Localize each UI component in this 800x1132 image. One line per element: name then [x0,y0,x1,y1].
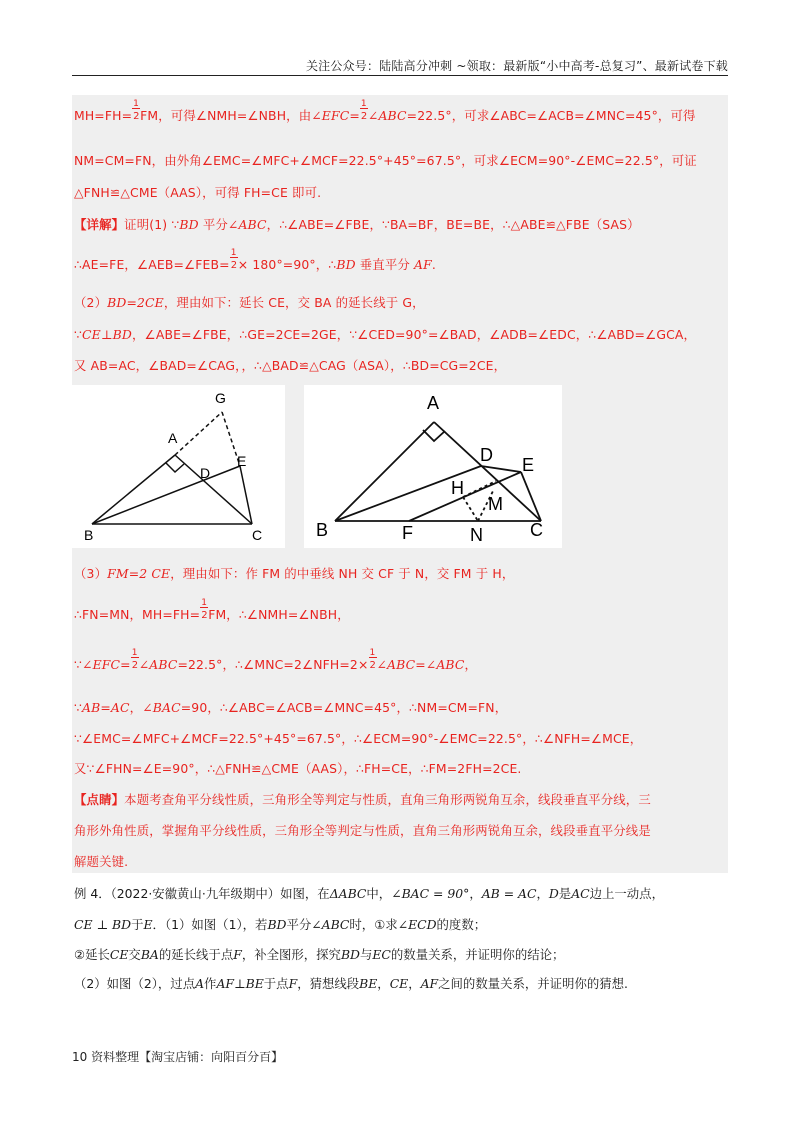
analysis-line-1: MH=FH= 1 2 FM，可得∠NMH=∠NBH，由∠EFC= 1 2 ∠ABC=22.5°，可求∠ABC=∠ACB=∠MNC=45°，可得 [74,99,696,123]
segment-hn-dashed [463,497,478,521]
segment-be [92,466,240,524]
example-line-1: 例 4．（2022·安徽黄山·九年级期中）如图，在ΔABC中，∠BAC = 90°，AB = AC，D是AC边上一动点， [74,886,664,901]
label-e: E [237,453,247,469]
detail-line-2: ∴AE=FE，∠AEB=∠FEB= 1 2 × 180°=90°，∴BD 垂直平分 AF. [74,248,436,272]
figure-2 [304,385,562,548]
example-line-3: ②延长CE交BA的延长线于点F，补全图形，探究BD与EC的数量关系，并证明你的结论； [74,947,565,962]
example-line-2: CE ⊥ BD于E．（1）如图（1），若BD平分∠ABC时，①求∠ECD的度数； [74,917,487,932]
figure-1 [72,385,285,548]
label-b: B [84,527,94,543]
part3-line-3: ∵∠EFC= 1 2 ∠ABC=22.5°，∴∠MNC=2∠NFH=2× 1 2 ∠ABC=∠ABC， [74,648,478,672]
page-header: 关注公众号：陆陆高分冲刺 ~领取：最新版“小中高考-总复习”、最新试卷下载 [305,59,728,73]
label-f: F [402,523,413,543]
part3-line-2: ∴FN=MN，MH=FH= 1 2 FM，∴∠NMH=∠NBH， [74,598,350,622]
part3-line-5: ∵∠EMC=∠MFC+∠MCF=22.5°+45°=67.5°，∴∠ECM=90°-∠EMC=22.5°，∴∠NFH=∠MCE， [74,731,643,746]
right-angle-mark-a [423,430,445,441]
label-c: C [252,527,263,543]
figure-2-diagram [304,385,562,548]
analysis-line-2: NM=CM=FN，由外角∠EMC=∠MFC+∠MCF=22.5°+45°=67.5°，可求∠ECM=90°-∠EMC=22.5°，可证 [74,153,697,168]
footer-text: 资料整理【淘宝店铺：向阳百分百】 [91,1050,284,1064]
part3-line-4: ∵AB=AC，∠BAC=90，∴∠ABC=∠ACB=∠MNC=45°，∴NM=CM=FN， [74,700,508,715]
detail-line-3: （2）BD=2CE，理由如下：延长 CE，交 BA 的延长线于 G， [74,295,425,310]
fraction-half: 1 2 [133,99,140,122]
segment-ec [521,472,541,521]
fraction-half: 1 2 [360,99,368,122]
label-m: M [488,494,503,514]
fraction-half: 1 2 [369,648,377,671]
comment-line-1: 【点睛】本题考查角平分线性质，三角形全等判定与性质，直角三角形两锐角互余，线段垂直平分线，三 [74,792,651,807]
segment-ag-dashed [175,412,222,455]
analysis-line-3: △FNH≌△CME（AAS），可得 FH=CE 即可. [74,185,322,200]
label-h: H [451,478,464,498]
page-number: 10 [72,1050,88,1064]
label-e: E [522,455,535,475]
label-a: A [168,430,178,446]
label-d: D [480,445,493,465]
label-g: G [215,390,226,406]
label-a: A [427,393,440,413]
part3-line-1: （3）FM=2 CE，理由如下：作 FM 的中垂线 NH 交 CF 于 N，交 FM 于 H， [74,566,515,581]
right-angle-mark-a [166,463,184,472]
detail-line-5: 又 AB=AC，∠BAD=∠CAG，，∴△BAD≌△CAG（ASA），∴BD=CG=2CE， [74,358,507,373]
comment-line-2: 角形外角性质，掌握角平分线性质，三角形全等判定与性质，直角三角形两锐角互余，线段垂直平分线是 [74,823,651,838]
part3-line-6: 又∵∠FHN=∠E=90°，∴△FNH≌△CME（AAS），∴FH=CE，∴FM=2FH=2CE. [74,761,522,776]
header-rule [72,75,728,76]
fraction-half: 1 2 [201,598,208,621]
label-b: B [316,520,329,540]
page-footer [72,1048,283,1065]
detail-line-4: ∵CE⊥BD，∠ABE=∠FBE，∴GE=2CE=2GE，∵∠CED=90°=∠BAD，∠ADB=∠EDC，∴∠ABD=∠GCA， [74,327,697,342]
segment-ba [92,455,175,524]
example-line-4: （2）如图（2），过点A作AF⊥BE于点F，猜想线段BE，CE，AF之间的数量关系，并证明你的猜想. [74,976,628,991]
label-d: D [200,465,211,481]
segment-ba [335,422,434,521]
label-c: C [530,520,543,540]
figure-1-diagram [72,385,285,548]
fraction-half: 1 2 [230,248,238,271]
detail-line-1: 【详解】证明(1) ∵BD 平分∠ABC，∴∠ABE=∠FBE，∵BA=BF，BE=BE，∴△ABE≌△FBE（SAS） [74,217,640,232]
comment-line-3: 解题关键. [74,854,129,869]
label-n: N [470,525,483,545]
fraction-half: 1 2 [131,648,139,671]
